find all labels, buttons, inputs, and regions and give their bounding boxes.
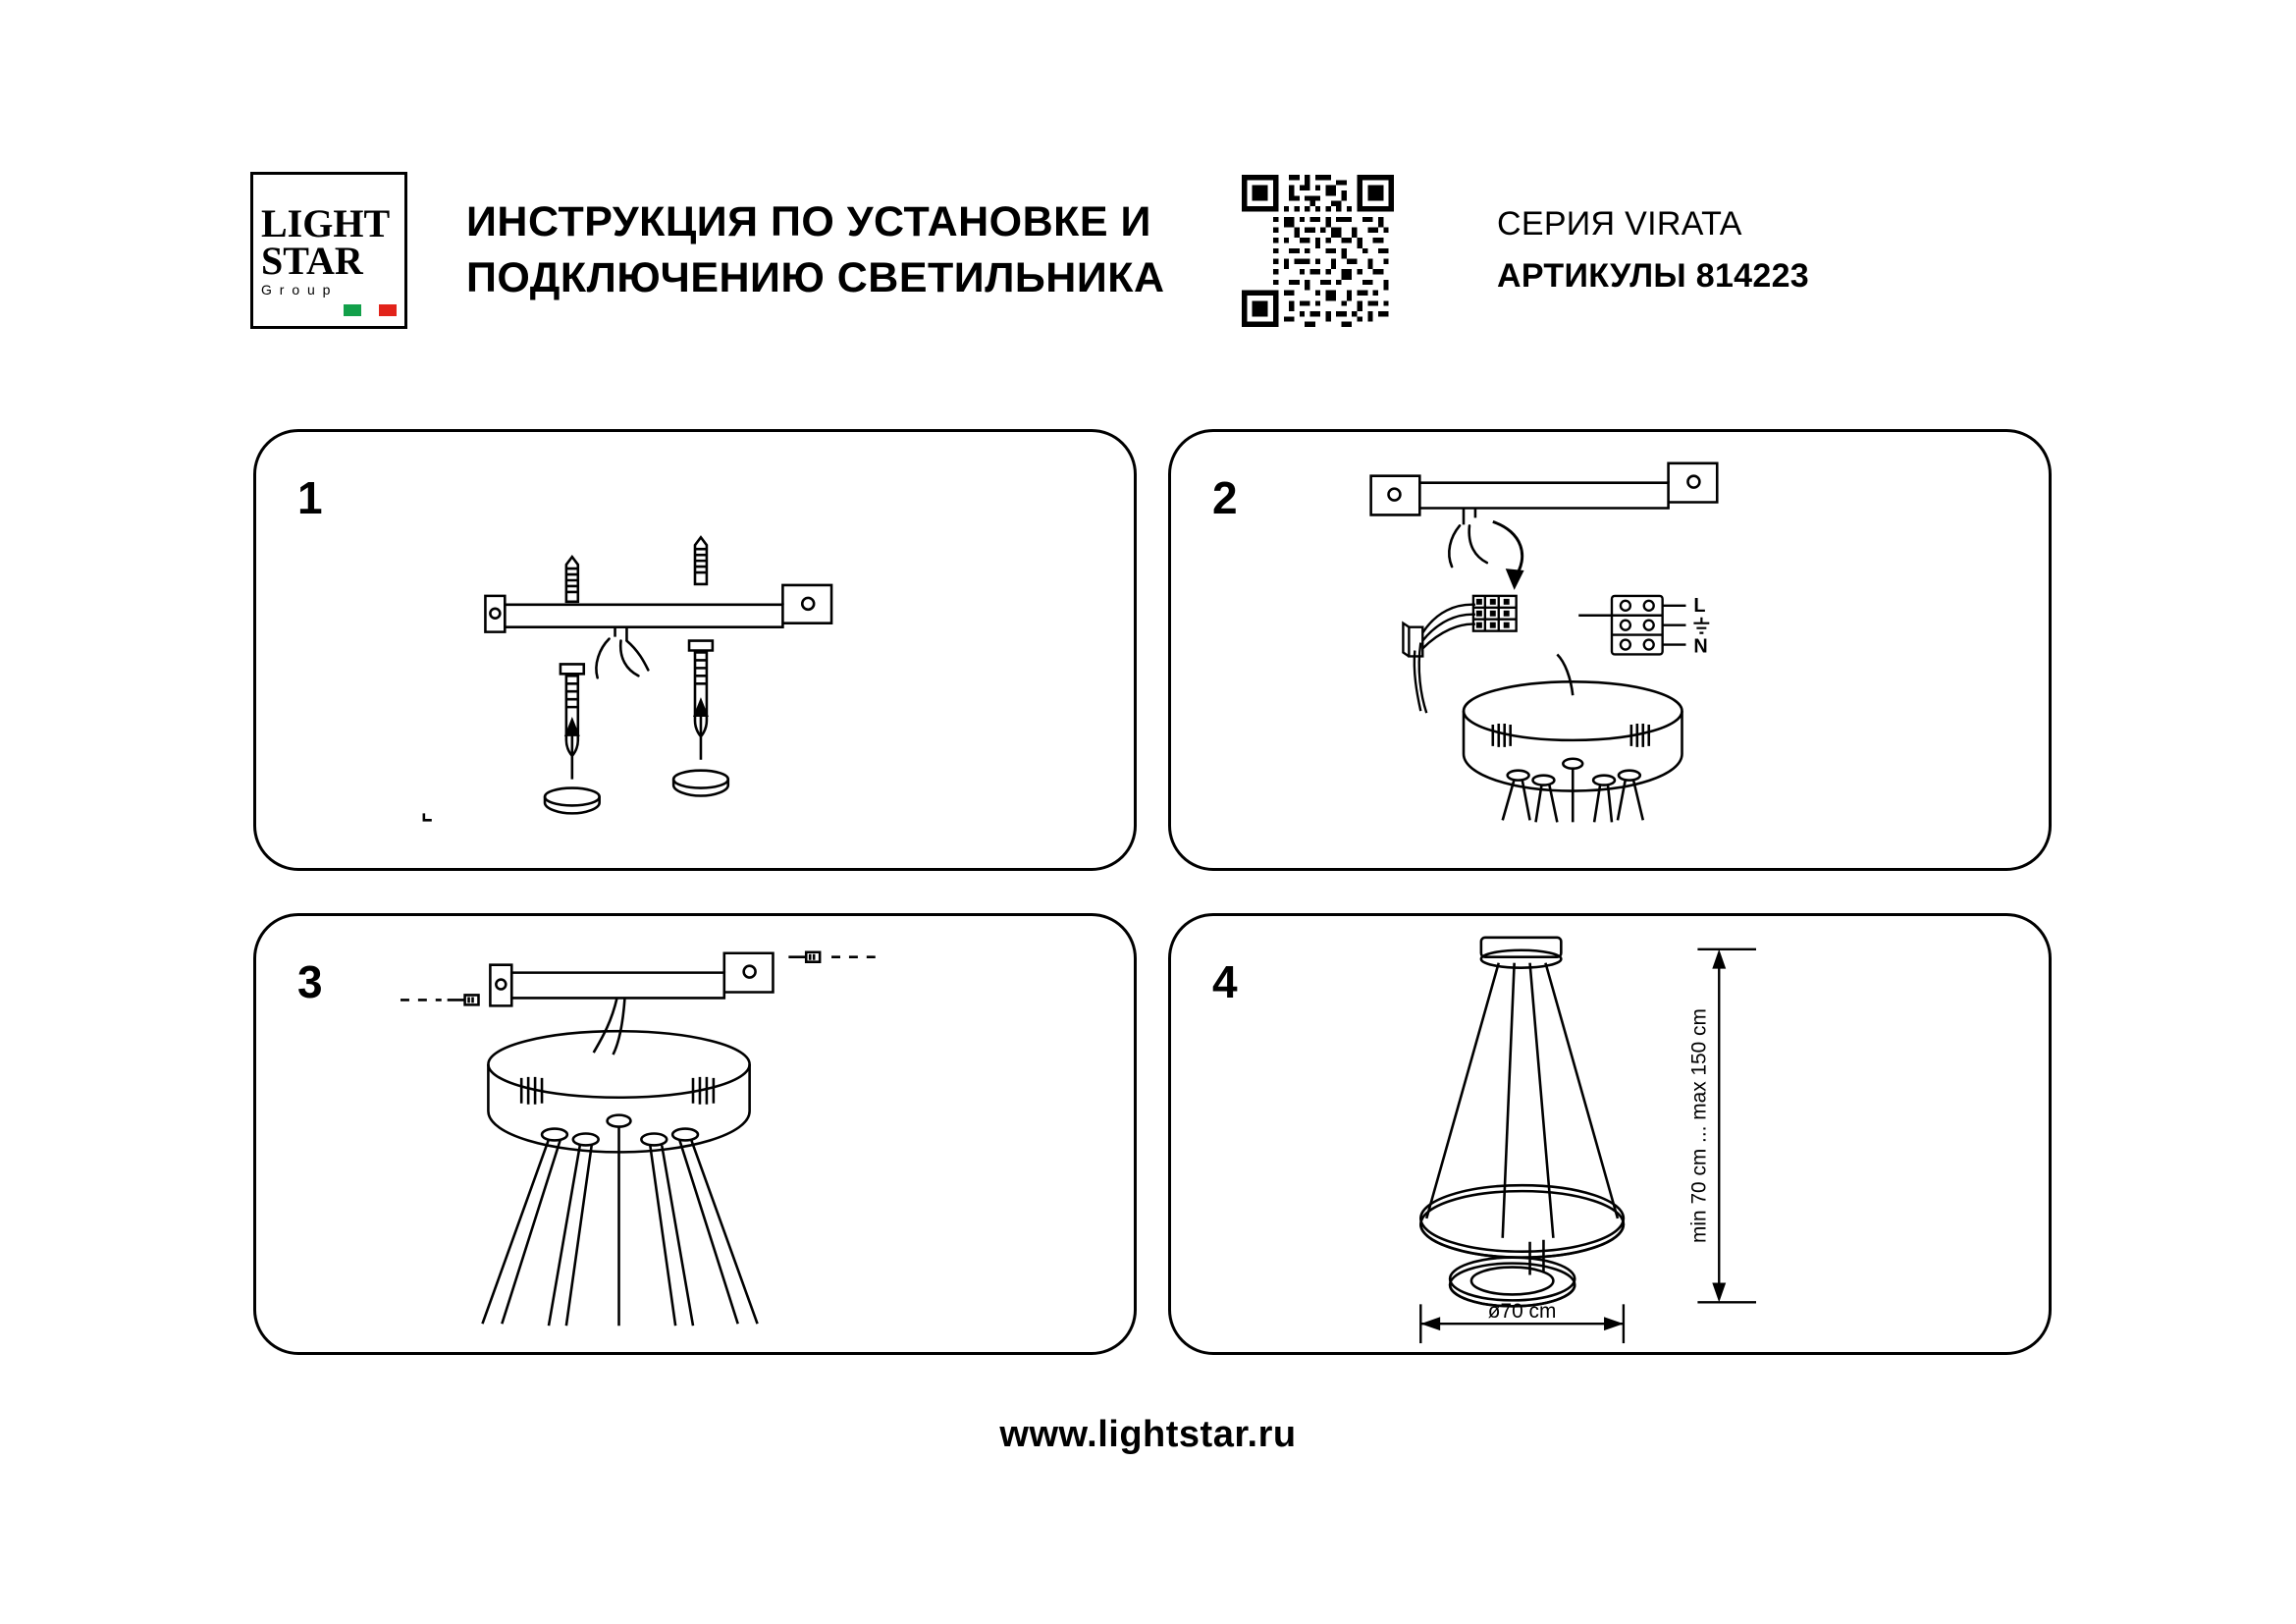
diameter-dimension-label: ø70 cm [1487, 1300, 1557, 1324]
terminal-label-n: N [1693, 635, 1708, 658]
step-4-illustration [1171, 916, 2049, 1355]
step-panel-3 [253, 913, 1137, 1355]
page-title: ИНСТРУКЦИЯ ПО УСТАНОВКЕ И ПОДКЛЮЧЕНИЮ СВЕТИЛЬНИКА [466, 198, 1165, 301]
step-2-illustration [1171, 432, 2049, 871]
product-info [1497, 198, 1809, 301]
step-number-2: 2 [1212, 472, 1238, 523]
logo-text-star: STAR [261, 239, 363, 283]
step-panel-4 [1168, 913, 2052, 1355]
height-dimension-label: min 70 cm ... max 150 cm [1687, 1008, 1711, 1243]
article-label: АРТИКУЛЫ 814223 [1497, 257, 1809, 295]
page-header [250, 157, 2056, 344]
series-label: СЕРИЯ VIRATA [1497, 205, 1742, 244]
qr-code-icon [1242, 175, 1394, 327]
step-1-illustration [256, 432, 1134, 871]
step-number-3: 3 [297, 956, 323, 1007]
step-3-illustration [256, 916, 1134, 1355]
logo-text-group: G r o u p [261, 282, 333, 298]
step-number-1: 1 [297, 472, 323, 523]
brand-logo [250, 172, 407, 329]
logo-text-light: LIGHT [261, 201, 391, 245]
step-panel-1 [253, 429, 1137, 871]
terminal-label-l: L [1693, 594, 1706, 617]
step-panel-2 [1168, 429, 2052, 871]
step-number-4: 4 [1212, 956, 1238, 1007]
italy-flag-icon [344, 304, 397, 316]
footer-website[interactable]: www.lightstar.ru [999, 1414, 1297, 1455]
